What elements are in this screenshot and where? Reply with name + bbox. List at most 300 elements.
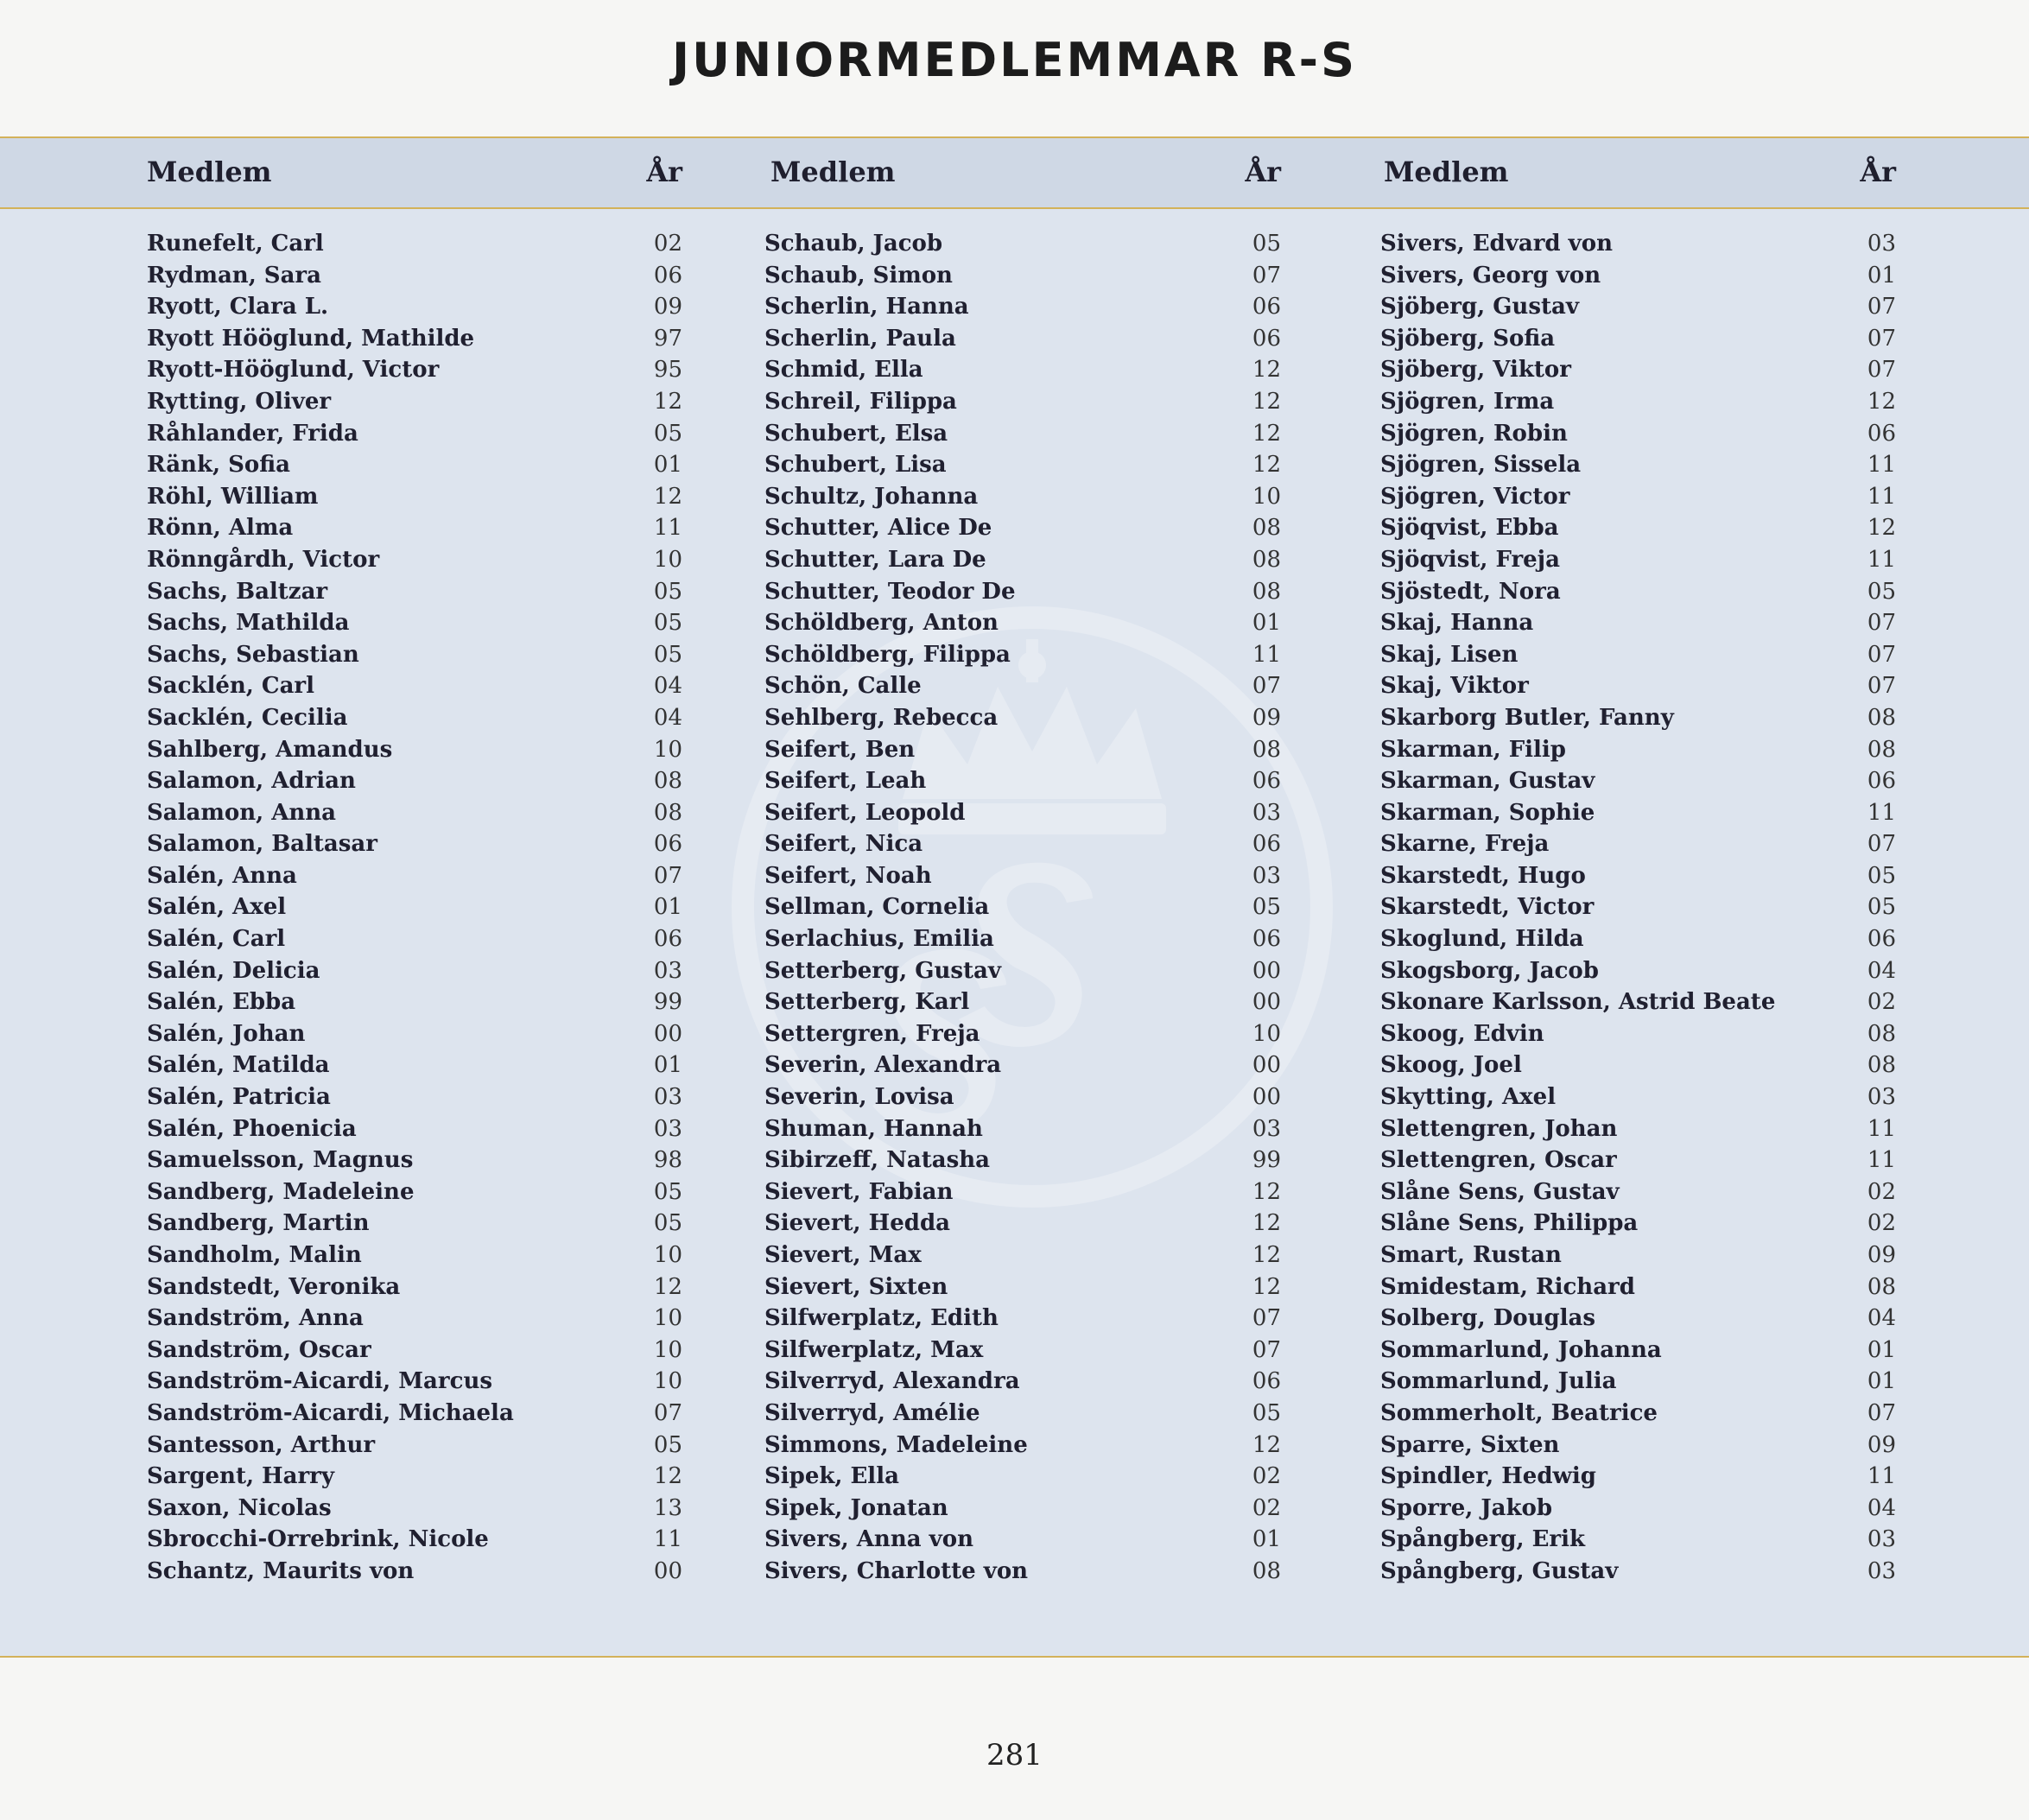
column-header	[764, 138, 1281, 207]
member-name: Schaub, Jacob	[764, 231, 943, 257]
member-column-2	[764, 138, 1281, 1584]
table-row	[1380, 231, 1896, 263]
table-row	[764, 894, 1281, 926]
table-row	[764, 389, 1281, 421]
member-name: Sivers, Georg von	[1380, 262, 1601, 289]
table-row	[1380, 610, 1896, 642]
member-year: 11	[1252, 641, 1281, 668]
table-row	[764, 452, 1281, 484]
member-year: 05	[1867, 578, 1896, 605]
member-name: Schöldberg, Filippa	[764, 641, 1011, 668]
member-name: Schöldberg, Anton	[764, 610, 999, 637]
member-name: Silfwerplatz, Max	[764, 1336, 984, 1363]
member-name: Sparre, Sixten	[1380, 1431, 1560, 1458]
table-row	[147, 1274, 682, 1306]
member-name: Sievert, Max	[764, 1242, 922, 1268]
member-year: 12	[1252, 1210, 1281, 1237]
member-year: 10	[653, 1368, 682, 1395]
member-year: 02	[653, 231, 682, 257]
member-name: Schutter, Teodor De	[764, 578, 1016, 605]
table-row	[764, 1526, 1281, 1558]
member-year: 05	[653, 610, 682, 637]
table-row	[764, 1210, 1281, 1242]
member-name: Rönn, Alma	[147, 515, 294, 542]
table-row	[764, 1463, 1281, 1495]
table-row	[147, 294, 682, 326]
member-name: Smidestam, Richard	[1380, 1273, 1635, 1300]
member-year: 97	[653, 325, 682, 352]
table-row	[764, 579, 1281, 611]
member-year: 06	[1252, 768, 1281, 795]
member-year: 11	[653, 1526, 682, 1553]
table-row	[147, 579, 682, 611]
member-name: Silverryd, Alexandra	[764, 1368, 1020, 1395]
member-name: Sandström, Anna	[147, 1305, 364, 1332]
table-row	[764, 1052, 1281, 1084]
member-year: 07	[1867, 1399, 1896, 1426]
member-name: Runefelt, Carl	[147, 231, 324, 257]
member-name: Severin, Alexandra	[764, 1052, 1002, 1079]
table-row	[1380, 894, 1896, 926]
table-row	[1380, 357, 1896, 389]
member-name: Ränk, Sofia	[147, 452, 290, 479]
table-row	[764, 642, 1281, 674]
member-year: 07	[1867, 610, 1896, 637]
member-name: Sibirzeff, Natasha	[764, 1147, 991, 1174]
table-row	[764, 1400, 1281, 1432]
member-year: 03	[653, 957, 682, 984]
member-name: Salamon, Adrian	[147, 768, 356, 795]
member-name: Sargent, Harry	[147, 1463, 334, 1490]
member-name: Sjöqvist, Ebba	[1380, 515, 1559, 542]
table-row	[1380, 958, 1896, 990]
member-year: 11	[1867, 483, 1896, 510]
member-name: Rytting, Oliver	[147, 388, 332, 415]
table-row	[1380, 642, 1896, 674]
member-year: 12	[1252, 1431, 1281, 1458]
member-year: 95	[653, 357, 682, 384]
member-name: Seifert, Leah	[764, 768, 927, 795]
member-name: Ryott-Hööglund, Victor	[147, 357, 440, 384]
member-year: 08	[1252, 578, 1281, 605]
member-year: 00	[1252, 1084, 1281, 1111]
member-year: 04	[653, 673, 682, 700]
member-name: Slettengren, Oscar	[1380, 1147, 1617, 1174]
table-row	[1380, 1432, 1896, 1464]
member-name: Sivers, Edvard von	[1380, 231, 1613, 257]
table-row	[1380, 737, 1896, 769]
member-year: 06	[1252, 831, 1281, 858]
table-row	[147, 547, 682, 579]
member-year: 08	[653, 799, 682, 826]
member-name: Spångberg, Gustav	[1380, 1557, 1619, 1584]
table-row	[1380, 1242, 1896, 1274]
member-year: 10	[653, 546, 682, 573]
table-row	[1380, 484, 1896, 516]
table-row	[764, 1274, 1281, 1306]
member-year: 06	[1867, 768, 1896, 795]
member-name: Silverryd, Amélie	[764, 1399, 980, 1426]
member-name: Råhlander, Frida	[147, 420, 358, 447]
member-name: Samuelsson, Magnus	[147, 1147, 414, 1174]
table-row	[147, 1084, 682, 1116]
member-year: 06	[653, 926, 682, 953]
member-name: Salamon, Anna	[147, 799, 337, 826]
table-row	[764, 294, 1281, 326]
member-name: Sipek, Ella	[764, 1463, 899, 1490]
member-year: 00	[653, 1557, 682, 1584]
table-row	[147, 452, 682, 484]
member-name: Smart, Rustan	[1380, 1242, 1562, 1268]
member-name: Skaj, Lisen	[1380, 641, 1519, 668]
member-name: Seifert, Nica	[764, 831, 923, 858]
table-row	[764, 705, 1281, 737]
member-year: 09	[1252, 704, 1281, 731]
member-name: Schultz, Johanna	[764, 483, 979, 510]
member-year: 04	[1867, 1494, 1896, 1521]
member-year: 12	[1252, 388, 1281, 415]
table-row	[147, 231, 682, 263]
member-column-3	[1380, 138, 1896, 1584]
member-name: Sivers, Charlotte von	[764, 1557, 1029, 1584]
table-row	[1380, 1210, 1896, 1242]
member-name: Skarman, Filip	[1380, 736, 1566, 763]
member-year: 06	[1252, 926, 1281, 953]
member-name: Sjögren, Irma	[1380, 388, 1555, 415]
table-row	[1380, 1052, 1896, 1084]
member-name: Serlachius, Emilia	[764, 926, 994, 953]
member-name: Scherlin, Hanna	[764, 294, 969, 320]
table-row	[1380, 579, 1896, 611]
member-year: 07	[1867, 641, 1896, 668]
member-name: Salén, Johan	[147, 1020, 306, 1047]
member-list	[764, 231, 1281, 1590]
member-year: 01	[1252, 1526, 1281, 1553]
member-name: Sjöberg, Gustav	[1380, 294, 1579, 320]
member-year: 06	[653, 831, 682, 858]
table-row	[764, 768, 1281, 800]
member-year: 12	[1252, 1242, 1281, 1268]
member-year: 03	[653, 1115, 682, 1142]
member-name: Setterberg, Gustav	[764, 957, 1001, 984]
member-year: 13	[653, 1494, 682, 1521]
table-row	[1380, 515, 1896, 547]
table-row	[147, 894, 682, 926]
member-year: 09	[1867, 1431, 1896, 1458]
member-year: 06	[653, 262, 682, 289]
table-row	[1380, 926, 1896, 958]
table-row	[147, 1147, 682, 1179]
member-year: 03	[653, 1084, 682, 1111]
table-row	[147, 1305, 682, 1337]
member-name: Saxon, Nicolas	[147, 1494, 332, 1521]
table-row	[764, 958, 1281, 990]
table-row	[147, 1052, 682, 1084]
member-year: 07	[1867, 831, 1896, 858]
member-year: 08	[1252, 546, 1281, 573]
member-year: 08	[1867, 1273, 1896, 1300]
member-name: Rydman, Sara	[147, 262, 321, 289]
member-name: Sandberg, Martin	[147, 1210, 370, 1237]
table-row	[764, 1179, 1281, 1211]
table-row	[147, 1400, 682, 1432]
member-year: 12	[1867, 515, 1896, 542]
table-row	[764, 1337, 1281, 1369]
member-year: 08	[1867, 704, 1896, 731]
member-name: Sachs, Sebastian	[147, 641, 359, 668]
member-name: Ryott Hööglund, Mathilde	[147, 325, 475, 352]
table-row	[764, 1116, 1281, 1148]
table-row	[147, 1242, 682, 1274]
member-name: Sacklén, Cecilia	[147, 704, 348, 731]
member-year: 03	[1867, 1557, 1896, 1584]
member-name: Skarman, Gustav	[1380, 768, 1595, 795]
member-year: 09	[1867, 1242, 1896, 1268]
member-year: 10	[1252, 1020, 1281, 1047]
table-row	[147, 1368, 682, 1400]
member-name: Skoog, Joel	[1380, 1052, 1522, 1079]
table-row	[764, 1558, 1281, 1590]
member-name: Silfwerplatz, Edith	[764, 1305, 999, 1332]
member-name: Schantz, Maurits von	[147, 1557, 415, 1584]
table-row	[1380, 1400, 1896, 1432]
member-year: 07	[653, 862, 682, 889]
member-name: Skogsborg, Jacob	[1380, 957, 1599, 984]
member-year: 06	[1252, 1368, 1281, 1395]
table-row	[147, 1526, 682, 1558]
table-row	[1380, 800, 1896, 832]
member-year: 12	[653, 1273, 682, 1300]
member-year: 06	[1867, 926, 1896, 953]
table-row	[147, 958, 682, 990]
table-row	[764, 515, 1281, 547]
table-row	[1380, 768, 1896, 800]
member-year: 12	[653, 483, 682, 510]
member-year: 04	[1867, 957, 1896, 984]
member-year: 08	[1252, 1557, 1281, 1584]
table-row	[147, 642, 682, 674]
member-name: Schaub, Simon	[764, 262, 953, 289]
member-year: 05	[1252, 1399, 1281, 1426]
table-row	[1380, 1021, 1896, 1053]
member-year: 01	[1252, 610, 1281, 637]
member-year: 05	[653, 420, 682, 447]
table-row	[1380, 421, 1896, 453]
member-year: 10	[653, 1336, 682, 1363]
member-name: Rönngårdh, Victor	[147, 546, 380, 573]
header-year: År	[1860, 155, 1896, 188]
member-name: Sipek, Jonatan	[764, 1494, 948, 1521]
table-row	[1380, 1179, 1896, 1211]
table-row	[147, 263, 682, 295]
page-number: 281	[986, 1738, 1043, 1772]
table-row	[147, 926, 682, 958]
member-name: Severin, Lovisa	[764, 1084, 954, 1111]
member-year: 02	[1867, 1210, 1896, 1237]
member-name: Seifert, Leopold	[764, 799, 966, 826]
member-year: 06	[1252, 294, 1281, 320]
table-row	[147, 831, 682, 863]
member-name: Seifert, Ben	[764, 736, 916, 763]
member-year: 08	[1252, 736, 1281, 763]
member-year: 11	[1867, 546, 1896, 573]
member-name: Sjögren, Sissela	[1380, 452, 1582, 479]
member-year: 12	[653, 1463, 682, 1490]
member-year: 08	[1867, 736, 1896, 763]
table-row	[147, 1495, 682, 1527]
member-year: 03	[1252, 1115, 1281, 1142]
member-year: 04	[653, 704, 682, 731]
table-row	[764, 1242, 1281, 1274]
table-row	[1380, 863, 1896, 895]
member-name: Sehlberg, Rebecca	[764, 704, 999, 731]
member-name: Skarstedt, Hugo	[1380, 862, 1586, 889]
member-year: 05	[653, 1431, 682, 1458]
member-year: 03	[1252, 862, 1281, 889]
member-year: 01	[653, 1052, 682, 1079]
member-table-panel	[0, 136, 2029, 1658]
member-name: Salén, Carl	[147, 926, 286, 953]
table-row	[1380, 673, 1896, 705]
member-name: Sievert, Fabian	[764, 1178, 954, 1205]
member-name: Sievert, Hedda	[764, 1210, 950, 1237]
member-year: 11	[1867, 1115, 1896, 1142]
member-year: 12	[1252, 357, 1281, 384]
member-name: Spindler, Hedwig	[1380, 1463, 1596, 1490]
member-year: 98	[653, 1147, 682, 1174]
table-row	[1380, 389, 1896, 421]
page-title: JUNIORMEDLEMMAR R-S	[672, 33, 1357, 87]
table-row	[764, 1147, 1281, 1179]
member-name: Slåne Sens, Philippa	[1380, 1210, 1639, 1237]
table-row	[147, 421, 682, 453]
member-list	[1380, 231, 1896, 1590]
member-year: 11	[1867, 1147, 1896, 1174]
member-name: Skarman, Sophie	[1380, 799, 1595, 826]
header-year: År	[646, 155, 682, 188]
member-year: 12	[1252, 452, 1281, 479]
table-row	[764, 1368, 1281, 1400]
table-row	[147, 1021, 682, 1053]
member-name: Sivers, Anna von	[764, 1526, 973, 1553]
member-name: Sandstedt, Veronika	[147, 1273, 401, 1300]
table-row	[764, 989, 1281, 1021]
member-year: 06	[1867, 420, 1896, 447]
member-name: Seifert, Noah	[764, 862, 932, 889]
table-row	[764, 357, 1281, 389]
table-row	[764, 800, 1281, 832]
member-year: 01	[1867, 1336, 1896, 1363]
member-year: 03	[1867, 231, 1896, 257]
table-row	[1380, 294, 1896, 326]
member-year: 08	[1867, 1052, 1896, 1079]
member-year: 03	[1867, 1084, 1896, 1111]
member-name: Shuman, Hannah	[764, 1115, 983, 1142]
table-row	[1380, 1337, 1896, 1369]
member-name: Schmid, Ella	[764, 357, 923, 384]
member-name: Sommarlund, Julia	[1380, 1368, 1617, 1395]
member-year: 10	[653, 736, 682, 763]
table-row	[1380, 263, 1896, 295]
member-year: 05	[653, 578, 682, 605]
member-year: 12	[1252, 1178, 1281, 1205]
member-name: Spångberg, Erik	[1380, 1526, 1585, 1553]
column-header	[1380, 138, 1896, 207]
table-row	[147, 326, 682, 358]
member-name: Sahlberg, Amandus	[147, 736, 393, 763]
table-row	[764, 1495, 1281, 1527]
table-row	[147, 484, 682, 516]
member-year: 09	[653, 294, 682, 320]
member-name: Sandberg, Madeleine	[147, 1178, 415, 1205]
member-year: 07	[1252, 1305, 1281, 1332]
member-name: Sandström-Aicardi, Marcus	[147, 1368, 492, 1395]
member-year: 10	[653, 1305, 682, 1332]
member-year: 04	[1867, 1305, 1896, 1332]
member-name: Salén, Anna	[147, 862, 297, 889]
member-name: Settergren, Freja	[764, 1020, 980, 1047]
member-year: 07	[1867, 673, 1896, 700]
member-year: 06	[1252, 325, 1281, 352]
table-row	[1380, 452, 1896, 484]
member-name: Schutter, Lara De	[764, 546, 986, 573]
table-row	[147, 800, 682, 832]
member-year: 05	[653, 1210, 682, 1237]
member-year: 00	[1252, 957, 1281, 984]
table-row	[764, 421, 1281, 453]
table-row	[147, 515, 682, 547]
member-name: Solberg, Douglas	[1380, 1305, 1596, 1332]
member-name: Slettengren, Johan	[1380, 1115, 1618, 1142]
member-year: 00	[1252, 1052, 1281, 1079]
member-year: 11	[653, 515, 682, 542]
header-year: År	[1245, 155, 1281, 188]
member-name: Sporre, Jakob	[1380, 1494, 1553, 1521]
table-row	[1380, 1495, 1896, 1527]
member-name: Skaj, Hanna	[1380, 610, 1534, 637]
member-year: 12	[1867, 388, 1896, 415]
table-row	[764, 263, 1281, 295]
member-name: Skoglund, Hilda	[1380, 926, 1584, 953]
table-row	[1380, 1368, 1896, 1400]
table-row	[764, 326, 1281, 358]
table-row	[764, 673, 1281, 705]
member-name: Skarstedt, Victor	[1380, 894, 1595, 921]
member-name: Salén, Delicia	[147, 957, 320, 984]
member-name: Setterberg, Karl	[764, 989, 970, 1016]
member-year: 08	[653, 768, 682, 795]
member-name: Skytting, Axel	[1380, 1084, 1557, 1111]
table-row	[764, 1021, 1281, 1053]
member-name: Slåne Sens, Gustav	[1380, 1178, 1620, 1205]
member-year: 05	[653, 641, 682, 668]
table-row	[147, 357, 682, 389]
table-row	[764, 1432, 1281, 1464]
table-row	[147, 1432, 682, 1464]
table-row	[764, 610, 1281, 642]
member-name: Simmons, Madeleine	[764, 1431, 1028, 1458]
table-row	[1380, 547, 1896, 579]
member-name: Ryott, Clara L.	[147, 294, 329, 320]
table-row	[1380, 326, 1896, 358]
table-row	[1380, 989, 1896, 1021]
member-name: Skoog, Edvin	[1380, 1020, 1544, 1047]
member-name: Sandholm, Malin	[147, 1242, 362, 1268]
member-name: Salén, Phoenicia	[147, 1115, 357, 1142]
column-header	[147, 138, 682, 207]
table-row	[764, 737, 1281, 769]
member-name: Schubert, Elsa	[764, 420, 948, 447]
